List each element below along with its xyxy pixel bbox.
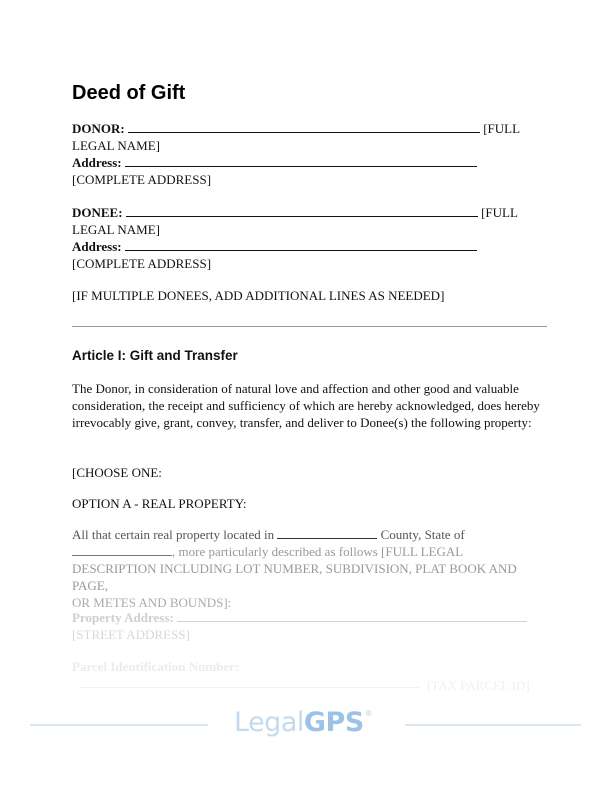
- real-property-text-1: All that certain real property located in: [72, 527, 275, 542]
- donor-name-hint-cont: LEGAL NAME]: [72, 138, 160, 153]
- property-address-blank[interactable]: [177, 609, 527, 622]
- donor-name-blank[interactable]: [128, 120, 480, 133]
- donee-name-hint: [FULL: [481, 205, 518, 220]
- state-blank[interactable]: [72, 543, 172, 556]
- donee-address-hint: [COMPLETE ADDRESS]: [72, 256, 212, 271]
- multiple-donees-note: [IF MULTIPLE DONEES, ADD ADDITIONAL LINES AS NEEDED]: [72, 288, 445, 303]
- footer-line-right: [405, 724, 581, 726]
- option-a-heading: OPTION A - REAL PROPERTY:: [72, 496, 247, 511]
- parcel-block: [72, 658, 552, 692]
- parcel-label: Parcel Identification Number:: [72, 659, 240, 674]
- real-property-text-4: DESCRIPTION INCLUDING LOT NUMBER, SUBDIVISION, PLAT BOOK AND PAGE,: [72, 561, 517, 593]
- document-title: Deed of Gift: [72, 82, 186, 104]
- legalgps-logo: [234, 707, 372, 738]
- real-property-text-3: , more particularly described as follows [FULL LEGAL: [172, 544, 464, 559]
- donee-name-blank[interactable]: [126, 204, 478, 217]
- choose-one-note: [CHOOSE ONE:: [72, 465, 162, 480]
- donee-name-hint-cont: LEGAL NAME]: [72, 222, 160, 237]
- donee-label: DONEE:: [72, 205, 123, 220]
- footer-line-left: [30, 724, 208, 726]
- donee-block: [72, 204, 548, 272]
- donor-address-hint: [COMPLETE ADDRESS]: [72, 172, 212, 187]
- donor-address-blank[interactable]: [125, 154, 477, 167]
- logo-gps-text: GPS: [303, 707, 364, 738]
- section-divider: [72, 326, 547, 327]
- property-address-hint: [STREET ADDRESS]: [72, 627, 190, 642]
- logo-legal-text: Legal: [234, 707, 304, 738]
- donor-label: DONOR:: [72, 121, 125, 136]
- donor-name-hint: [FULL: [483, 121, 521, 136]
- real-property-text-2: County, State of: [380, 527, 465, 542]
- article-1-heading: Article I: Gift and Transfer: [72, 348, 238, 363]
- parcel-hint: [TAX PARCEL ID]: [427, 678, 530, 693]
- article-1-paragraph: The Donor, in consideration of natural love and affection and other good and valuable consideration, the receipt and sufficiency of which are hereby acknowledged, does hereby irrevocably give, grant, convey, transfer, and deliver to Donee(s) the following property:: [72, 381, 540, 430]
- parcel-blank[interactable]: [80, 675, 420, 688]
- donee-address-blank[interactable]: [125, 238, 477, 251]
- property-address-block: [72, 609, 552, 643]
- real-property-description: [72, 526, 552, 611]
- donee-address-label: Address:: [72, 239, 122, 254]
- county-blank[interactable]: [277, 526, 377, 539]
- donor-block: [72, 120, 548, 188]
- real-property-text-5: OR METES AND BOUNDS]:: [72, 595, 232, 610]
- donor-address-label: Address:: [72, 155, 122, 170]
- registered-mark-icon: ®: [364, 709, 373, 718]
- property-address-label: Property Address:: [72, 610, 174, 625]
